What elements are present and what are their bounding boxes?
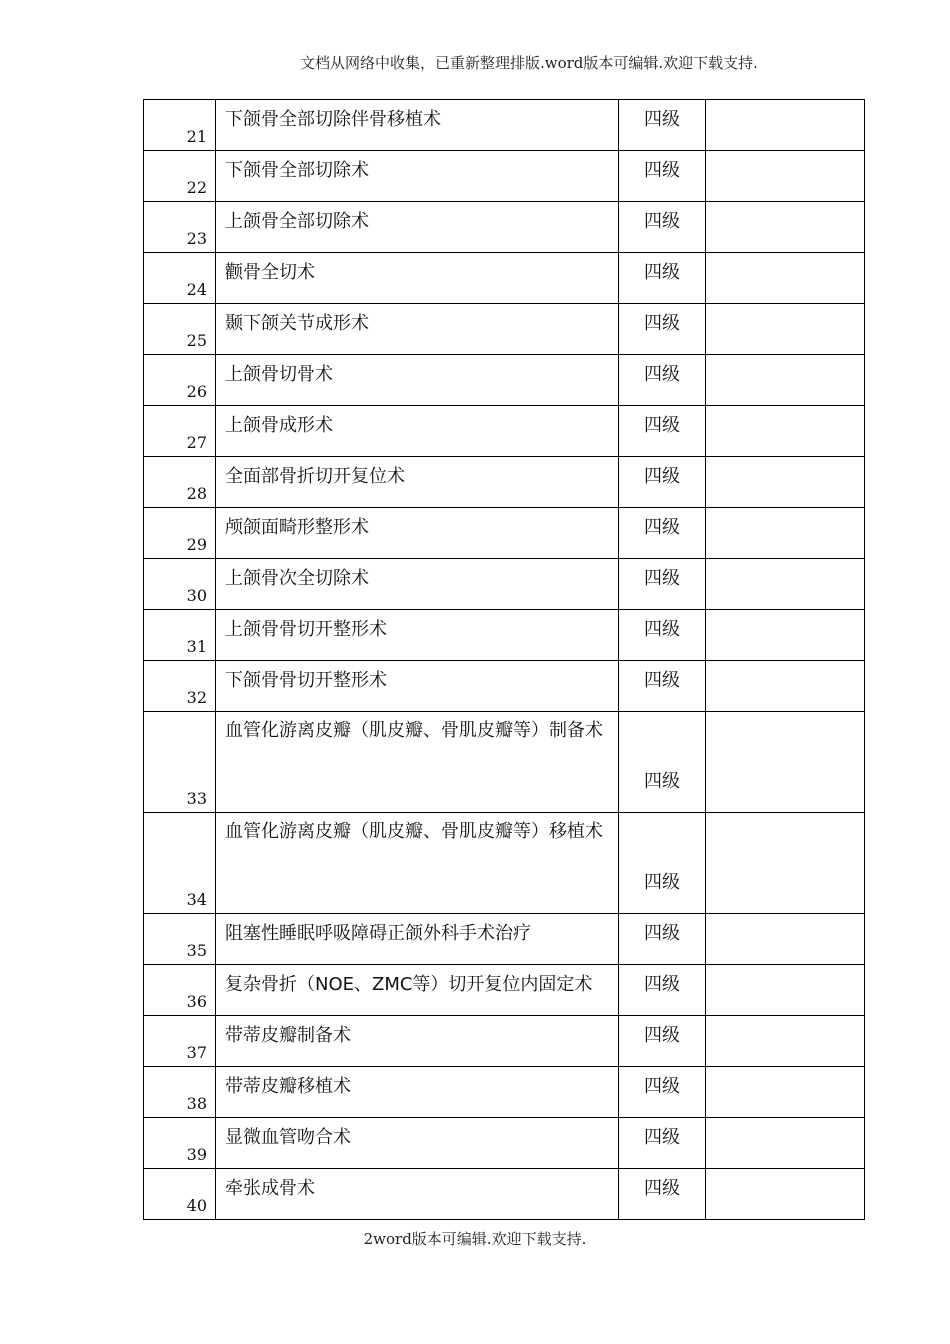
row-number-cell — [144, 202, 216, 253]
level-cell — [619, 457, 706, 508]
procedure-level: 四级 — [644, 415, 680, 436]
row-number-cell — [144, 813, 216, 914]
row-number: 34 — [186, 890, 207, 909]
table-row — [144, 202, 865, 253]
level-cell — [619, 559, 706, 610]
row-number: 21 — [186, 127, 207, 146]
procedure-name: 牵张成骨术 — [225, 1178, 315, 1199]
row-number-cell — [144, 1118, 216, 1169]
procedure-note — [706, 304, 864, 354]
level-cell — [619, 813, 706, 914]
procedure-name-cell — [216, 151, 619, 202]
row-number-cell — [144, 406, 216, 457]
procedure-name: 颞下颌关节成形术 — [225, 313, 369, 334]
row-number-cell — [144, 914, 216, 965]
table-row — [144, 355, 865, 406]
row-number-cell — [144, 304, 216, 355]
procedure-level: 四级 — [644, 1127, 680, 1148]
row-number: 28 — [186, 484, 207, 503]
row-number-cell — [144, 508, 216, 559]
row-number: 31 — [186, 637, 207, 656]
row-number-cell — [144, 100, 216, 151]
procedure-level: 四级 — [644, 872, 680, 893]
procedure-level: 四级 — [644, 364, 680, 385]
procedure-note — [706, 508, 864, 558]
procedure-level: 四级 — [644, 466, 680, 487]
procedure-name: 下颌骨骨切开整形术 — [225, 670, 387, 691]
procedure-note — [706, 253, 864, 303]
procedure-name-cell — [216, 457, 619, 508]
table-row — [144, 1016, 865, 1067]
note-cell — [706, 1169, 865, 1220]
procedure-note — [706, 1016, 864, 1066]
level-cell — [619, 1169, 706, 1220]
level-cell — [619, 253, 706, 304]
procedure-name-cell — [216, 1067, 619, 1118]
procedure-name-cell — [216, 304, 619, 355]
row-number: 23 — [186, 229, 207, 248]
table-row — [144, 965, 865, 1016]
note-cell — [706, 1118, 865, 1169]
procedure-note — [706, 559, 864, 609]
level-cell — [619, 202, 706, 253]
table-row — [144, 457, 865, 508]
procedure-name: 全面部骨折切开复位术 — [225, 466, 405, 487]
procedure-name-cell — [216, 610, 619, 661]
procedure-level: 四级 — [644, 619, 680, 640]
table-row — [144, 304, 865, 355]
level-cell — [619, 965, 706, 1016]
procedure-name: 下颌骨全部切除伴骨移植术 — [225, 109, 441, 130]
procedure-name-cell — [216, 355, 619, 406]
table-row — [144, 610, 865, 661]
row-number: 40 — [186, 1196, 207, 1215]
level-cell — [619, 406, 706, 457]
procedure-name-cell — [216, 965, 619, 1016]
table-row — [144, 813, 865, 914]
procedure-table-body — [144, 100, 865, 1220]
row-number: 26 — [186, 382, 207, 401]
procedure-name-cell — [216, 406, 619, 457]
row-number-cell — [144, 1067, 216, 1118]
procedure-note — [706, 712, 864, 812]
table-row — [144, 1067, 865, 1118]
row-number-cell — [144, 1169, 216, 1220]
level-cell — [619, 355, 706, 406]
procedure-note — [706, 406, 864, 456]
note-cell — [706, 610, 865, 661]
row-number-cell — [144, 610, 216, 661]
header-note: 文档从网络中收集，已重新整理排版.word版本可编辑.欢迎下载支持. — [300, 54, 758, 72]
procedure-note — [706, 1118, 864, 1168]
procedure-level: 四级 — [644, 1076, 680, 1097]
row-number: 24 — [186, 280, 207, 299]
row-number: 37 — [186, 1043, 207, 1062]
procedure-note — [706, 457, 864, 507]
table-row — [144, 253, 865, 304]
procedure-name: 颧骨全切术 — [225, 262, 315, 283]
procedure-level: 四级 — [644, 109, 680, 130]
procedure-note — [706, 965, 864, 1015]
note-cell — [706, 1067, 865, 1118]
row-number-cell — [144, 457, 216, 508]
row-number: 33 — [186, 789, 207, 808]
procedure-name: 显微血管吻合术 — [225, 1127, 351, 1148]
procedure-name: 上颌骨骨切开整形术 — [225, 619, 387, 640]
table-row — [144, 406, 865, 457]
note-cell — [706, 202, 865, 253]
procedure-name-cell — [216, 914, 619, 965]
procedure-note — [706, 202, 864, 252]
note-cell — [706, 253, 865, 304]
level-cell — [619, 1016, 706, 1067]
row-number: 36 — [186, 992, 207, 1011]
procedure-level: 四级 — [644, 1025, 680, 1046]
procedure-level: 四级 — [644, 517, 680, 538]
procedure-name: 上颌骨成形术 — [225, 415, 333, 436]
note-cell — [706, 1016, 865, 1067]
level-cell — [619, 151, 706, 202]
row-number-cell — [144, 151, 216, 202]
note-cell — [706, 559, 865, 610]
procedure-name: 血管化游离皮瓣（肌皮瓣、骨肌皮瓣等）移植术 — [225, 821, 603, 842]
procedure-name-cell — [216, 1016, 619, 1067]
row-number-cell — [144, 661, 216, 712]
procedure-level: 四级 — [644, 974, 680, 995]
row-number-cell — [144, 559, 216, 610]
procedure-level: 四级 — [644, 923, 680, 944]
level-cell — [619, 100, 706, 151]
row-number: 38 — [186, 1094, 207, 1113]
procedure-note — [706, 1169, 864, 1219]
table-row — [144, 1118, 865, 1169]
procedure-note — [706, 610, 864, 660]
note-cell — [706, 712, 865, 813]
procedure-name-cell — [216, 508, 619, 559]
row-number: 27 — [186, 433, 207, 452]
note-cell — [706, 100, 865, 151]
procedure-note — [706, 1067, 864, 1117]
procedure-name: 颅颌面畸形整形术 — [225, 517, 369, 538]
procedure-note — [706, 914, 864, 964]
level-cell — [619, 508, 706, 559]
level-cell — [619, 304, 706, 355]
note-cell — [706, 965, 865, 1016]
procedure-name: 阻塞性睡眠呼吸障碍正颌外科手术治疗 — [225, 923, 531, 944]
procedure-note — [706, 100, 864, 150]
row-number: 25 — [186, 331, 207, 350]
note-cell — [706, 508, 865, 559]
level-cell — [619, 610, 706, 661]
procedure-level: 四级 — [644, 771, 680, 792]
level-cell — [619, 712, 706, 813]
note-cell — [706, 406, 865, 457]
procedure-name-cell — [216, 813, 619, 914]
table-row — [144, 914, 865, 965]
row-number: 30 — [186, 586, 207, 605]
procedure-name-cell — [216, 253, 619, 304]
procedure-level: 四级 — [644, 670, 680, 691]
procedure-name-cell — [216, 559, 619, 610]
table-row — [144, 508, 865, 559]
procedure-level: 四级 — [644, 211, 680, 232]
row-number: 39 — [186, 1145, 207, 1164]
procedure-name: 上颌骨全部切除术 — [225, 211, 369, 232]
procedure-level: 四级 — [644, 313, 680, 334]
procedure-name: 血管化游离皮瓣（肌皮瓣、骨肌皮瓣等）制备术 — [225, 720, 603, 741]
procedure-name: 带蒂皮瓣移植术 — [225, 1076, 351, 1097]
row-number: 32 — [186, 688, 207, 707]
note-cell — [706, 661, 865, 712]
procedure-name-cell — [216, 202, 619, 253]
note-cell — [706, 813, 865, 914]
procedure-level: 四级 — [644, 1178, 680, 1199]
procedure-note — [706, 355, 864, 405]
level-cell — [619, 1118, 706, 1169]
note-cell — [706, 914, 865, 965]
level-cell — [619, 661, 706, 712]
table-row — [144, 151, 865, 202]
procedure-name: 上颌骨切骨术 — [225, 364, 333, 385]
row-number-cell — [144, 355, 216, 406]
note-cell — [706, 304, 865, 355]
procedure-name-cell — [216, 1118, 619, 1169]
table-row — [144, 1169, 865, 1220]
row-number-cell — [144, 712, 216, 813]
row-number: 35 — [186, 941, 207, 960]
procedure-note — [706, 813, 864, 913]
level-cell — [619, 914, 706, 965]
footer-note: 2word版本可编辑.欢迎下载支持. — [363, 1230, 587, 1248]
procedure-level: 四级 — [644, 568, 680, 589]
row-number-cell — [144, 965, 216, 1016]
procedure-note — [706, 151, 864, 201]
level-cell — [619, 1067, 706, 1118]
table-row — [144, 100, 865, 151]
procedure-name: 下颌骨全部切除术 — [225, 160, 369, 181]
row-number: 22 — [186, 178, 207, 197]
note-cell — [706, 151, 865, 202]
procedure-table — [143, 99, 865, 1220]
procedure-name: 复杂骨折（NOE、ZMC等）切开复位内固定术 — [225, 974, 593, 995]
procedure-name: 带蒂皮瓣制备术 — [225, 1025, 351, 1046]
note-cell — [706, 355, 865, 406]
procedure-level: 四级 — [644, 262, 680, 283]
procedure-name-cell — [216, 100, 619, 151]
row-number-cell — [144, 253, 216, 304]
note-cell — [706, 457, 865, 508]
row-number: 29 — [186, 535, 207, 554]
procedure-name: 上颌骨次全切除术 — [225, 568, 369, 589]
table-row — [144, 559, 865, 610]
procedure-name-cell — [216, 1169, 619, 1220]
row-number-cell — [144, 1016, 216, 1067]
procedure-note — [706, 661, 864, 711]
procedure-level: 四级 — [644, 160, 680, 181]
